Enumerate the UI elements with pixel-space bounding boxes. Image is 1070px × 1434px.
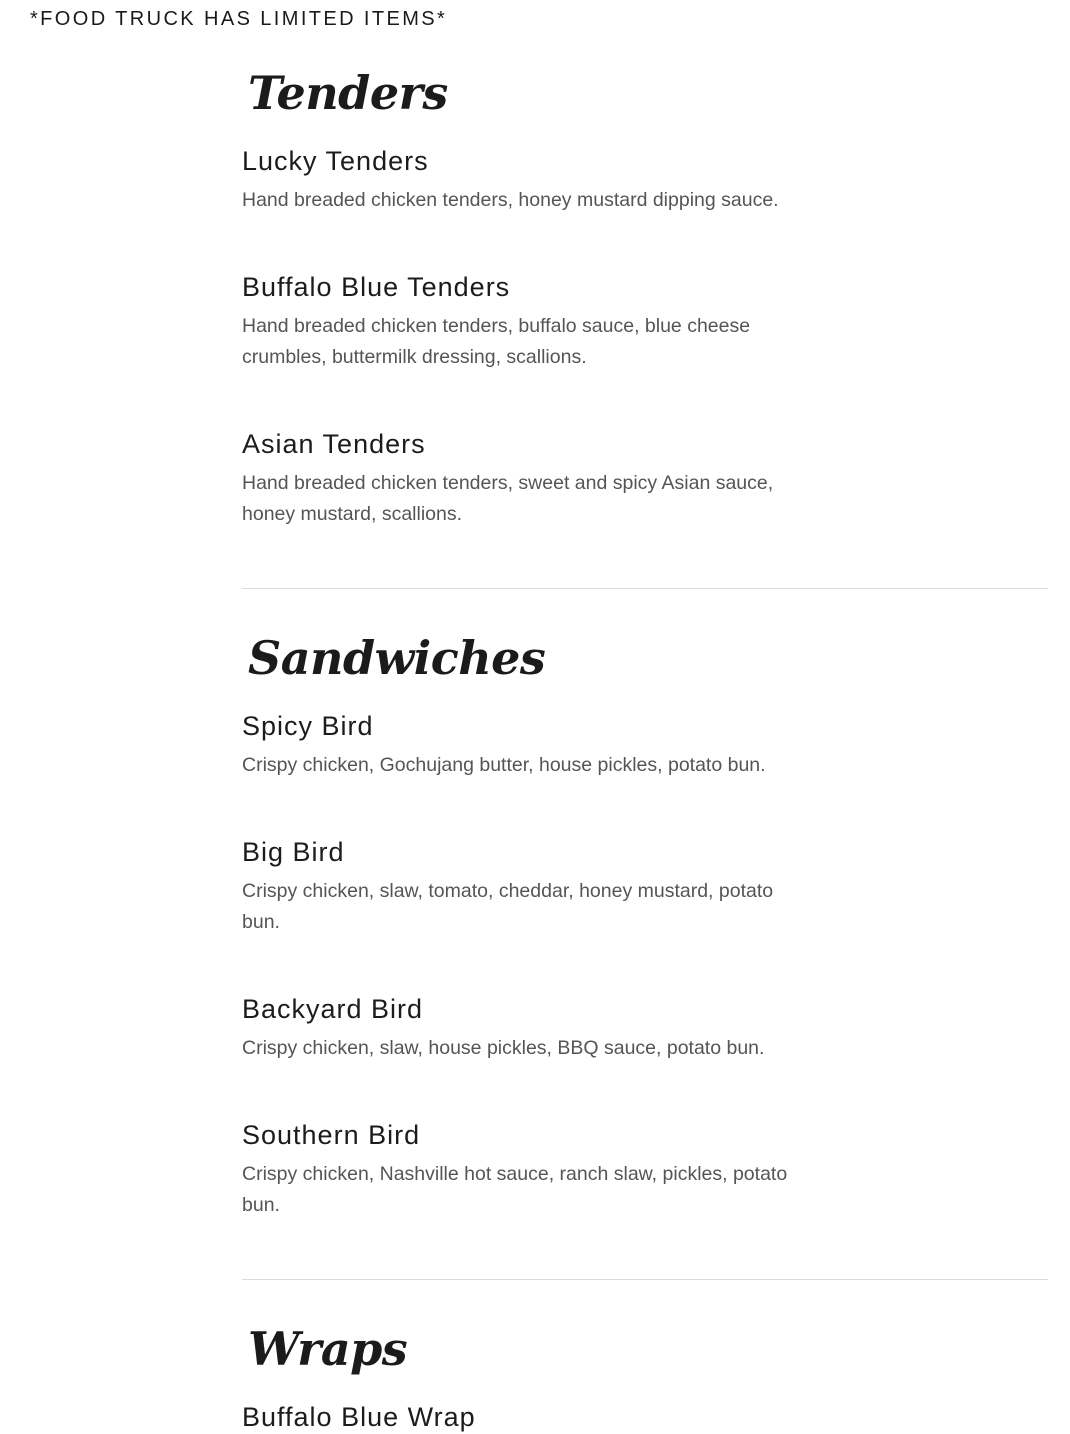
- menu-item-description: Crispy chicken, Gochujang butter, house pickles, potato bun.: [242, 754, 766, 776]
- menu-item: [242, 427, 802, 530]
- section-divider: [242, 1279, 1048, 1280]
- menu-item: [242, 992, 802, 1064]
- menu-item-description: Hand breaded chicken tenders, honey mustard dipping sauce.: [242, 189, 779, 211]
- section-divider: [242, 588, 1048, 589]
- menu-item-description: Hand breaded chicken tenders, sweet and spicy Asian sauce, honey mustard, scallions.: [242, 472, 774, 525]
- menu-item: [242, 270, 802, 373]
- section-sandwiches: [242, 627, 1048, 1280]
- section-title: Wraps: [248, 1322, 408, 1376]
- menu-item-description: Hand breaded chicken tenders, buffalo sauce, blue cheese crumbles, buttermilk dressing, scallions.: [242, 315, 751, 368]
- menu-item-description: Crispy chicken, slaw, house pickles, BBQ sauce, potato bun.: [242, 1037, 765, 1059]
- menu-item-name: Lucky Tenders: [242, 146, 429, 176]
- menu-item-name: Southern Bird: [242, 1120, 421, 1150]
- menu-item-description: Crispy chicken, slaw, tomato, cheddar, honey mustard, potato bun.: [242, 880, 774, 933]
- menu-item-name: Big Bird: [242, 837, 345, 867]
- section-title: Sandwiches: [248, 631, 546, 685]
- limited-items-notice: *FOOD TRUCK HAS LIMITED ITEMS*: [30, 8, 448, 30]
- menu-item: [242, 1400, 802, 1434]
- menu-item: [242, 1118, 802, 1221]
- section-tenders: [242, 62, 1048, 589]
- menu-item-name: Buffalo Blue Wrap: [242, 1402, 476, 1432]
- menu: [242, 62, 1048, 1434]
- menu-item-name: Spicy Bird: [242, 711, 374, 741]
- menu-item-description: Crispy chicken, Nashville hot sauce, ranch slaw, pickles, potato bun.: [242, 1163, 788, 1216]
- menu-item-name: Asian Tenders: [242, 429, 426, 459]
- menu-item: [242, 709, 802, 781]
- menu-item: [242, 144, 802, 216]
- menu-item: [242, 835, 802, 938]
- menu-item-name: Backyard Bird: [242, 994, 424, 1024]
- section-wraps: [242, 1318, 1048, 1434]
- section-title: Tenders: [248, 66, 448, 120]
- menu-item-name: Buffalo Blue Tenders: [242, 272, 511, 302]
